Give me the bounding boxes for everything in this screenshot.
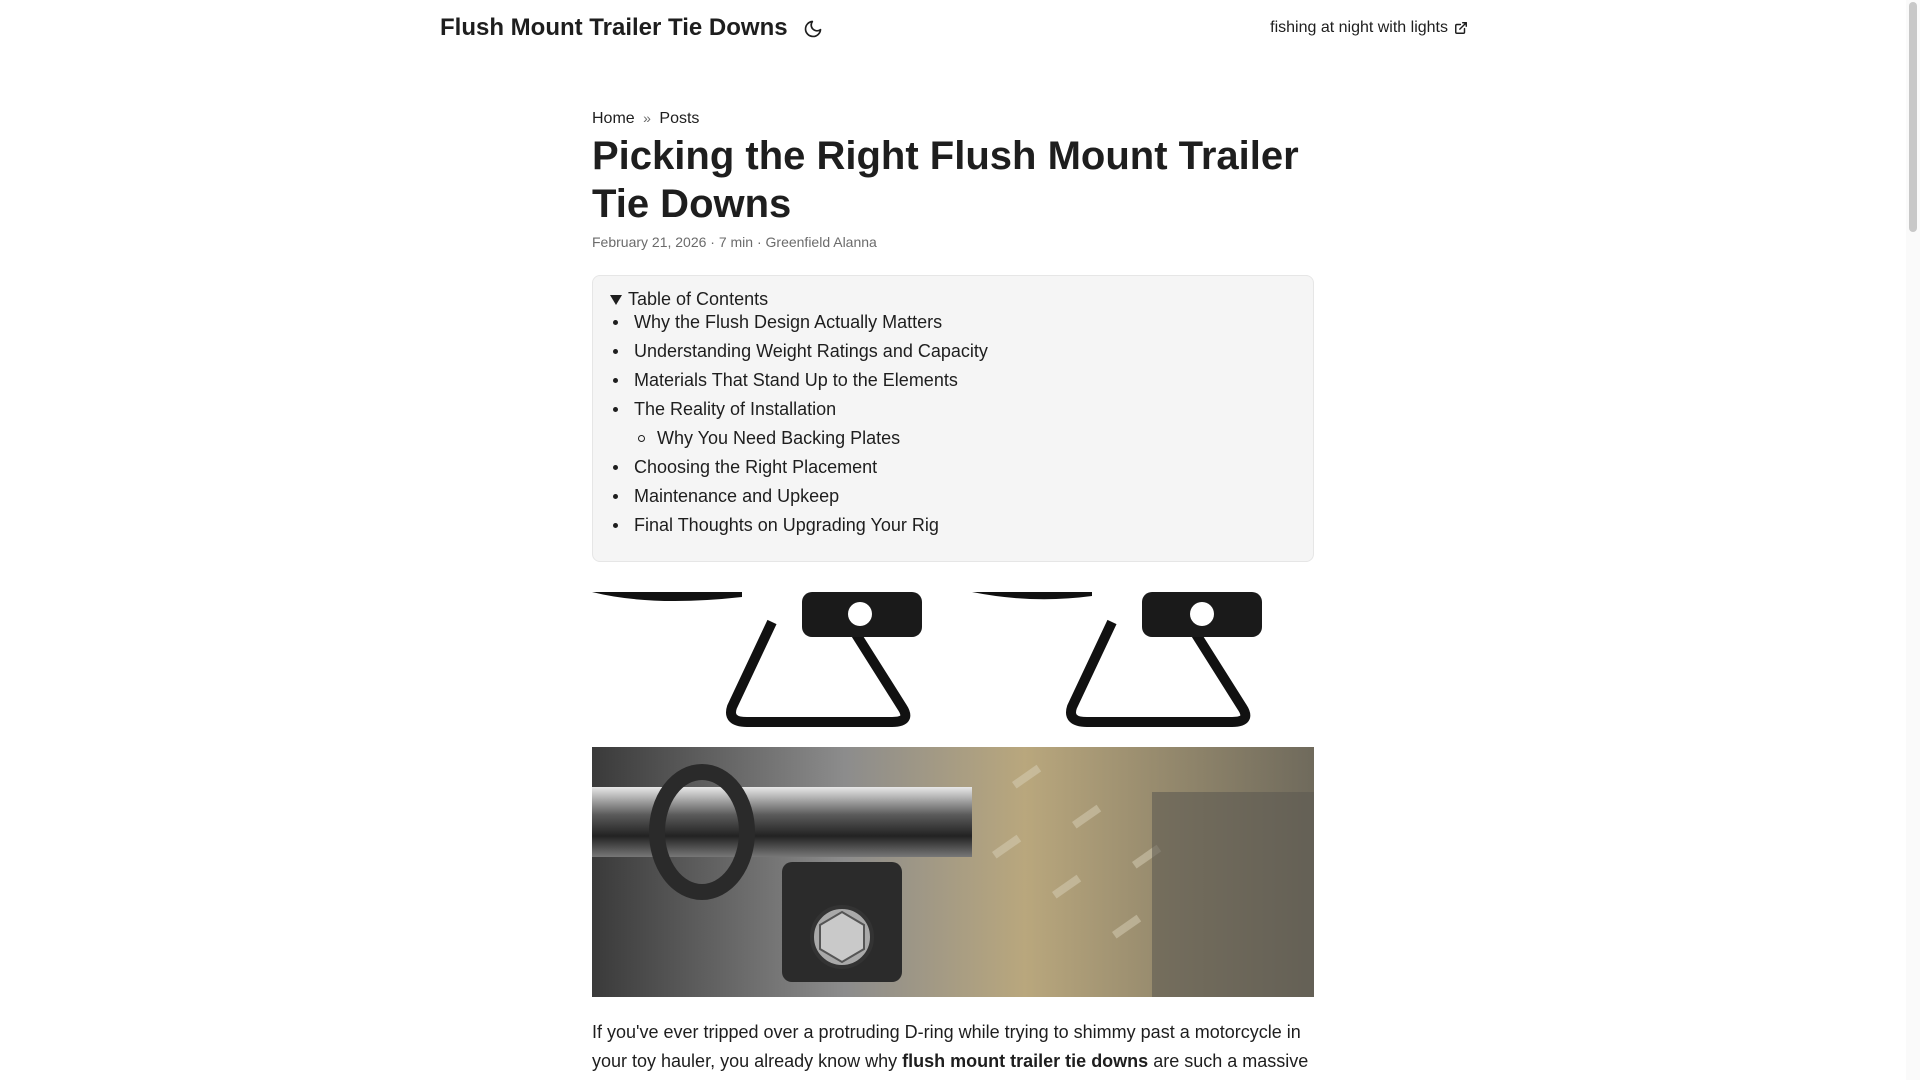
toc-item-label: Final Thoughts on Upgrading Your Rig (634, 515, 939, 535)
toc-subitem[interactable] (638, 424, 900, 453)
scrollbar-thumb[interactable] (1909, 2, 1917, 232)
breadcrumb-home[interactable]: Home (592, 110, 635, 127)
bullet-icon (613, 349, 618, 354)
bullet-icon (613, 378, 618, 383)
toc-item-label: Materials That Stand Up to the Elements (634, 370, 958, 390)
external-link-icon (1454, 21, 1468, 35)
moon-icon[interactable] (803, 19, 823, 39)
site-header (440, 0, 1468, 60)
bullet-icon (613, 407, 618, 412)
toc-item-label: Choosing the Right Placement (634, 457, 878, 477)
table-of-contents (592, 275, 1314, 562)
scrollbar[interactable] (1906, 0, 1920, 1080)
external-menu-label: fishing at night with lights (1270, 19, 1448, 36)
toc-item-label: Why You Need Backing Plates (657, 428, 901, 448)
breadcrumb-separator: » (643, 110, 651, 126)
hero-image (592, 592, 1314, 997)
bullet-icon (613, 494, 618, 499)
bullet-icon (613, 523, 618, 528)
bullet-icon (613, 465, 618, 470)
breadcrumb-posts[interactable]: Posts (659, 110, 700, 127)
intro-text-1: If you've ever tripped over a protruding D-ring while trying to shimmy past a motorcycle in your toy hauler, you already know why (592, 1022, 1301, 1071)
toc-item[interactable] (613, 511, 939, 540)
toc-item[interactable] (613, 337, 988, 366)
toc-item-label: Maintenance and Upkeep (634, 486, 840, 506)
toc-item-label: The Reality of Installation (634, 399, 837, 419)
site-title-link[interactable]: Flush Mount Trailer Tie Downs (440, 14, 788, 41)
toc-summary-label: Table of Contents (628, 289, 769, 309)
toc-item-label: Understanding Weight Ratings and Capacity (634, 341, 988, 361)
toc-toggle[interactable] (610, 289, 768, 310)
intro-paragraph (592, 1018, 1314, 1076)
toc-item[interactable] (613, 395, 836, 424)
bullet-icon (613, 320, 618, 325)
toc-item[interactable] (613, 308, 942, 337)
post-meta: February 21, 2026 · 7 min · Greenfield Alanna (592, 234, 877, 250)
post-title: Picking the Right Flush Mount Trailer Tie Downs (592, 134, 1299, 226)
breadcrumb (592, 110, 699, 128)
toc-item[interactable] (613, 482, 839, 511)
toc-item[interactable] (613, 366, 958, 395)
triangle-down-icon (610, 295, 622, 305)
toc-item-label: Why the Flush Design Actually Matters (634, 312, 943, 332)
circle-bullet-icon (638, 435, 645, 442)
external-menu-link[interactable] (1270, 19, 1468, 37)
intro-text-2: are such a massive (1148, 1051, 1309, 1071)
intro-bold: flush mount trailer tie downs (902, 1051, 1149, 1071)
toc-item[interactable] (613, 453, 877, 482)
